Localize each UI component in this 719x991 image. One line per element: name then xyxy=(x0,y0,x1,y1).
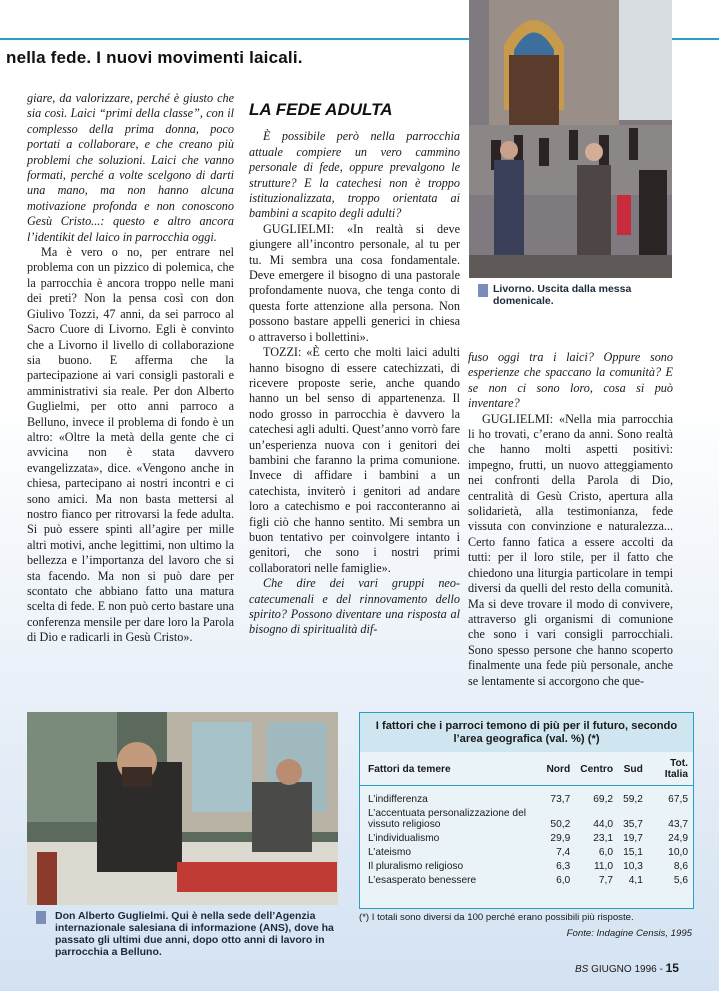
table-cell: 10,0 xyxy=(668,847,688,858)
table-footnotes xyxy=(359,912,694,939)
statistics-table-box xyxy=(359,712,694,909)
table-cell: 7,4 xyxy=(556,847,571,858)
table-cell: 15,1 xyxy=(623,847,643,858)
photo-caption-don-alberto: Don Alberto Guglielmi. Qui è nella sede dell’Agenzia internazionale salesiana di informazione (ANS), dove ha passato gli ultimi due anni, dopo otto anni di lavoro in parrocchia a Belluno. xyxy=(55,910,334,958)
photo-caption-livorno: Livorno. Uscita dalla messa domenicale. xyxy=(493,283,632,307)
issue-date: GIUGNO 1996 xyxy=(591,964,657,975)
top-rule xyxy=(0,38,469,40)
paragraph: Che dire dei vari gruppi neo-catecumenali e del rinnovamento dello spirito? Possono diventare una risposta al bisogno di spiritualità dif- xyxy=(249,576,460,637)
magazine-name: BS xyxy=(575,964,589,975)
table-cell: 59,2 xyxy=(623,794,643,805)
table-cell: 10,3 xyxy=(623,861,643,872)
table-cell: L’ateismo xyxy=(368,847,412,858)
column-header: Sud xyxy=(618,752,648,786)
page-number: 15 xyxy=(665,961,679,975)
paragraph: È possibile però nella parrocchia attuale compiere un vero cammino personale di fede, oppure prevalgono le strutture? E la catechesi non è troppo istituzionalizzata, troppo orientata ai bambini a scapito degli adulti? xyxy=(249,129,460,221)
table-cell: 6,0 xyxy=(598,847,614,858)
table-cell: 43,7 xyxy=(668,819,688,830)
paragraph: giare, da valorizzare, perché è giusto che sia così. Laici “primi della classe”, con il complesso della prima donna, poco portati a collaborare, e che creano più problemi che soluzioni. Laici che vanno formati, perché a volte scelgono di darti una mano, ma non hanno alcuna motivazione profonda e non conoscono Gesù Cristo...: questo e altro ancora l’identikit del laico in parrocchia oggi. xyxy=(27,91,234,244)
table-cell: 73,7 xyxy=(550,794,571,805)
paragraph: fuso oggi tra i laici? Oppure sono esperienze che spaccano la comunità? E se non ci sono loro, cosa si può inventare? xyxy=(468,350,673,411)
top-rule-right xyxy=(672,38,719,40)
column-header: Centro xyxy=(575,752,618,786)
column-header: Fattori da temere xyxy=(360,752,541,786)
table-header-row xyxy=(360,752,693,786)
table-row xyxy=(360,831,693,845)
table-cell: 19,7 xyxy=(623,833,643,844)
column-header: Tot. Italia xyxy=(648,752,693,786)
headline: nella fede. I nuovi movimenti laicali. xyxy=(6,48,303,67)
table-note: (*) I totali sono diversi da 100 perché erano possibili più risposte. xyxy=(359,912,634,923)
table-row xyxy=(360,845,693,859)
paragraph: TOZZI: «È certo che molti laici adulti hanno bisogno di essere catechizzati, di ricevere proposte serie, anche quando hanno un bel senso di appartenenza. Il nodo grosso in parrocchia è davvero la catechesi agli adulti. Quest’anno vorrò fare un’esperienza nuova con i genitori dei bambini che faranno la prima comunione. Invece di affidare i bambini a un catechista, inviterò i genitori ad andare loro a catechismo e poi racconteranno ai figli ciò che hanno sentito. Mi sembra un buon tentativo per coinvolgere intanto i genitori, che sono i nostri primi collaboratori nelle famiglie». xyxy=(249,345,460,575)
table-row xyxy=(360,806,693,831)
table-cell: 11,0 xyxy=(593,861,614,872)
table-cell: 29,9 xyxy=(550,833,571,844)
section-title: LA FEDE ADULTA xyxy=(249,100,393,119)
table-cell: 67,5 xyxy=(668,794,688,805)
table-row xyxy=(360,873,693,887)
caption-marker xyxy=(36,911,46,924)
table-row xyxy=(360,786,693,807)
table-cell: 35,7 xyxy=(623,819,643,830)
column-3 xyxy=(468,350,673,689)
table-cell: 7,7 xyxy=(598,875,614,886)
table-cell: Il pluralismo religioso xyxy=(368,861,464,872)
table-cell: L’indifferenza xyxy=(368,794,428,805)
paragraph: GUGLIELMI: «Nella mia parrocchia li ho trovati, c’erano da anni. Sono realtà che hanno molti aspetti positivi: impegno, frutti, un nuovo atteggiamento nei confronti della Parola di Dio, centralità di Gesù Cristo, apertura alla solidarietà, alla testimonianza, fede vissuta con convinzione e naturalezza... Certo fanno fatica a essere accolti da tutti: per il loro stile, per il fatto che chiedono una liturgia particolare in tempi diversi da quelli del resto della comunità. Ma si deve trovare il modo di convivere, attraverso gli organismi di comunione che sono i vari consigli parrocchiali. Sono spesso persone che hanno scoperto finalmente una fede più personale, anche se lentamente si accorgono che que- xyxy=(468,411,673,688)
table-cell: 6,0 xyxy=(556,875,571,886)
table-source: Fonte: Indagine Censis, 1995 xyxy=(566,928,692,939)
table-row xyxy=(360,859,693,873)
column-1 xyxy=(27,91,234,646)
photo-livorno-church xyxy=(469,0,672,278)
table-cell: 6,3 xyxy=(556,861,571,872)
page-footer: BS GIUGNO 1996 - 15 xyxy=(575,961,679,975)
table-cell: 4,1 xyxy=(628,875,643,886)
table-cell: 5,6 xyxy=(673,875,688,886)
column-header: Nord xyxy=(541,752,575,786)
table-cell: 69,2 xyxy=(593,794,614,805)
table-cell: 8,6 xyxy=(673,861,688,872)
table-title: I fattori che i parroci temono di più per il futuro, secondo l’area geografica (val. %) (*) xyxy=(360,713,693,752)
paragraph: GUGLIELMI: «In realtà si deve giungere all’incontro personale, al tu per tu. Mi sembra una cosa fondamentale. Deve emergere il bisogno di una pastorale profondamente nuova, che tenga conto di questa forte attenzione alla persona. Non possono bastare appelli generici in chiesa o attraverso i bollettini». xyxy=(249,221,460,344)
caption-marker xyxy=(478,284,488,297)
table-cell: 44,0 xyxy=(593,819,614,830)
paragraph: Ma è vero o no, per entrare nel problema con un pizzico di polemica, che la parrocchia è ancora troppo nelle mani dei preti? Non la pensa così con don Giulivo Tozzi, 47 anni, da sei parroco al Sacro Cuore di Livorno. Egli è convinto che a Livorno il livello di collaborazione sia buono. E afferma che la partecipazione ai vari consigli pastorali e amministrativi sia reale. Per don Alberto Guglielmi, per otto anni parroco a Belluno, invece il problema di fondo è un altro: «Oltre la metà della gente che ci avvicina non è stata davvero evangelizzata», dice. «Vengono anche in chiesa, partecipano ai nostri incontri e ci sono amici. Ma non basta mettersi al nostro fianco per ritrovarsi la fede adulta. Si può essere spinti all’agire per mille altri motivi, anche legittimi, non ultimo la bellezza e l’importanza del lavoro che si sta facendo. Ma non si può dare per scontato che abbiano fatto una matura scelta di fede. E non può certo bastare una conferenza mensile per dare loro la Parola di Dio e radicarli in Gesù Cristo». xyxy=(27,245,234,645)
table-cell: 23,1 xyxy=(593,833,614,844)
photo-don-alberto xyxy=(27,712,338,905)
table-cell: L’accentuata personalizzazione del vissuto religioso xyxy=(368,808,527,830)
statistics-table xyxy=(360,752,693,887)
table-cell: 50,2 xyxy=(550,819,571,830)
table-cell: L’individualismo xyxy=(368,833,440,844)
column-2 xyxy=(249,102,460,638)
table-cell: L’esasperato benessere xyxy=(368,875,477,886)
table-cell: 24,9 xyxy=(668,833,688,844)
